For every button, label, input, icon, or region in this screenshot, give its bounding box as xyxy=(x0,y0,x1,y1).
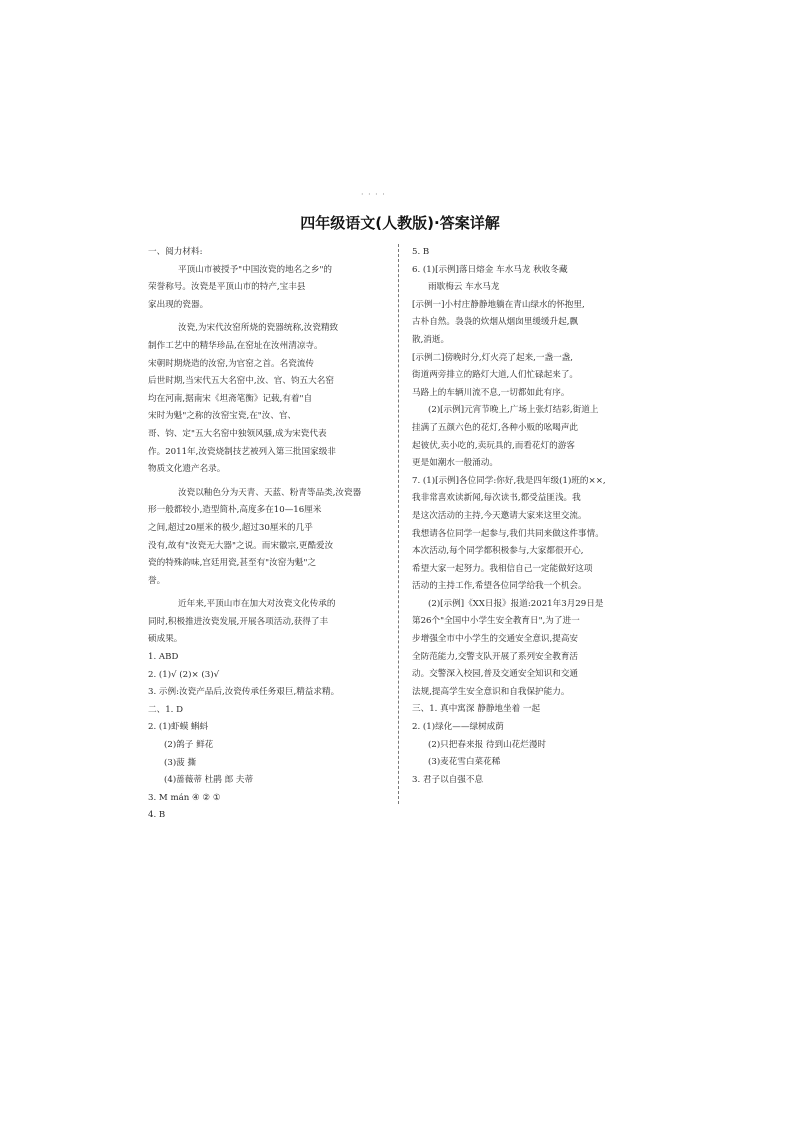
section-heading: 三、1. 真中寓深 静静地坐着 一起 xyxy=(412,704,541,715)
answer-line: 2. (1)绿化——绿树成荫 xyxy=(412,722,504,733)
text-line: 起彼伏,卖小吃的,卖玩具的,而看花灯的游客 xyxy=(412,440,575,451)
text-line: 制作工艺中的精华珍品,在窑址在汝州清凉寺。 xyxy=(148,340,323,351)
answer-line: 3. 君子以自强不息 xyxy=(412,774,484,785)
answer-line: 1. ABD xyxy=(148,652,179,663)
text-line: 第26个"全国中小学生安全教育日",为了进一 xyxy=(412,616,580,627)
text-line: 街道两旁排立的路灯大道,人们忙碌起来了。 xyxy=(412,370,579,381)
text-line: 是这次活动的主持,今天邀请大家来这里交流。 xyxy=(412,510,587,521)
text-line: 步增强全市中小学生的交通安全意识,提高安 xyxy=(412,634,579,645)
answer-line: 4. B xyxy=(148,810,166,821)
answer-line: 7. (1)[示例]各位同学:你好,我是四年级(1)班的××, xyxy=(412,475,606,486)
text-line: 汝瓷,为宋代汝窑所烧的瓷器统称,汝瓷精致 xyxy=(178,323,339,334)
answer-line: 2. (1)虾蟆 蝌蚪 xyxy=(148,722,209,733)
text-line: 汝瓷以釉色分为天青、天蓝、粉青等品类,汝瓷器 xyxy=(178,487,362,498)
answer-line: 3. M mán ④ ② ① xyxy=(148,792,221,803)
text-line: 希望大家一起努力。我相信自己一定能做好这项 xyxy=(412,563,593,574)
text-line: 雨歇梅云 车水马龙 xyxy=(428,282,500,293)
text-line: 我想请各位同学一起参与,我们共同来做这件事情。 xyxy=(412,528,604,539)
text-line: 物质文化遗产名录。 xyxy=(148,464,226,475)
text-line: 同时,积极推进汝瓷发展,开展各项活动,获得了丰 xyxy=(148,616,329,627)
text-line: 马路上的车辆川流不息,一切都如此有序。 xyxy=(412,387,570,398)
text-line: 家出现的瓷器。 xyxy=(148,299,209,310)
text-line: 作。2011年,汝瓷烧制技艺被列入第三批国家级非 xyxy=(148,446,336,457)
text-line: 誉。 xyxy=(148,575,166,586)
text-line: 我非常喜欢读新闻,每次读书,都受益匪浅。我 xyxy=(412,493,581,504)
left-column xyxy=(148,244,388,825)
text-line: (2)[示例]元宵节晚上,广场上张灯结彩,街道上 xyxy=(428,405,599,416)
text-line: 平顶山市被授予"中国汝瓷的地名之乡"的 xyxy=(178,264,333,275)
page-title: 四年级语文(人教版)·答案详解 xyxy=(300,214,500,232)
answer-line: 6. (1)[示例]落日熔金 车水马龙 秋收冬藏 xyxy=(412,264,568,275)
text-line: 哥、钧、定"五大名窑中独领风骚,成为宋瓷代表 xyxy=(148,428,327,439)
answer-line: 5. B xyxy=(412,247,430,257)
answer-line: (3)麦花雪白菜花稀 xyxy=(428,757,501,768)
text-line: 瓷的特殊韵味,宫廷用瓷,甚至有"汝窑为魁"之 xyxy=(148,558,317,569)
answer-line: (3)菠 撕 xyxy=(164,757,197,768)
text-line: 全防范能力,交警支队开展了系列安全教育活 xyxy=(412,651,579,662)
text-line: (2)[示例]《XX日报》报道:2021年3月29日是 xyxy=(428,598,604,609)
text-line: 挂满了五颜六色的花灯,各种小贩的吆喝声此 xyxy=(412,422,579,433)
text-line: 宋时为魁"之称的汝窑宝瓷,在"汝、官、 xyxy=(148,411,297,422)
text-line: 本次活动,每个同学都积极参与,大家都很开心, xyxy=(412,546,584,557)
text-line: 活动的主持工作,希望各位同学给我一个机会。 xyxy=(412,581,587,592)
answer-line: 3. 示例:汝瓷产品后,汝瓷传承任务艰巨,精益求精。 xyxy=(148,687,340,698)
text-line: 均在河南,据南宋《坦斋笔衡》记载,有着"自 xyxy=(148,393,313,404)
text-line: 近年来,平顶山市在加大对汝瓷文化传承的 xyxy=(178,599,336,610)
text-line: 宋朝时期烧造的汝窑,为官窑之首。名瓷流传 xyxy=(148,358,315,369)
text-line: 荣誉称号。汝瓷是平顶山市的特产,宝丰县 xyxy=(148,282,306,293)
answer-line: 2. (1)√ (2)× (3)√ xyxy=(148,669,220,680)
text-line: 形一般都较小,造型简朴,高度多在10—16厘米 xyxy=(148,505,322,516)
text-line: 硕成果。 xyxy=(148,634,183,645)
right-column xyxy=(412,244,652,789)
text-line: [示例一]小村庄静静地躺在青山绿水的怀抱里, xyxy=(412,299,585,310)
text-line: 动。交警深入校园,普及交通安全知识和交通 xyxy=(412,669,579,680)
text-line: 后世时期,当宋代五大名窑中,汝、官、钧五大名窑 xyxy=(148,376,334,387)
section-heading: 二、1. D xyxy=(148,704,184,715)
text-line: 更是如潮水一般涌动。 xyxy=(412,458,498,469)
text-line: 古朴自然。袅袅的炊烟从烟囱里缓缓升起,飘 xyxy=(412,317,579,328)
text-line: 没有,故有"汝瓷无大器"之说。而宋徽宗,更酷爱汝 xyxy=(148,540,334,551)
text-line: 法规,提高学生安全意识和自我保护能力。 xyxy=(412,686,570,697)
answer-line: (2)只把春来报 待到山花烂漫时 xyxy=(428,739,547,750)
header-mark: · · · · xyxy=(361,190,386,199)
text-line: 一、阅力材料: xyxy=(148,247,203,257)
text-line: [示例二]傍晚时分,灯火亮了起来,一盏一盏, xyxy=(412,352,573,363)
answer-line: (4)蔷薇蒂 杜鹃 郎 夫蒂 xyxy=(164,775,254,786)
text-line: 散,消逝。 xyxy=(412,334,450,345)
text-line: 之间,超过20厘米的极少,超过30厘米的几乎 xyxy=(148,522,313,533)
column-divider xyxy=(398,244,399,804)
answer-line: (2)鸽子 鲜花 xyxy=(164,740,214,751)
